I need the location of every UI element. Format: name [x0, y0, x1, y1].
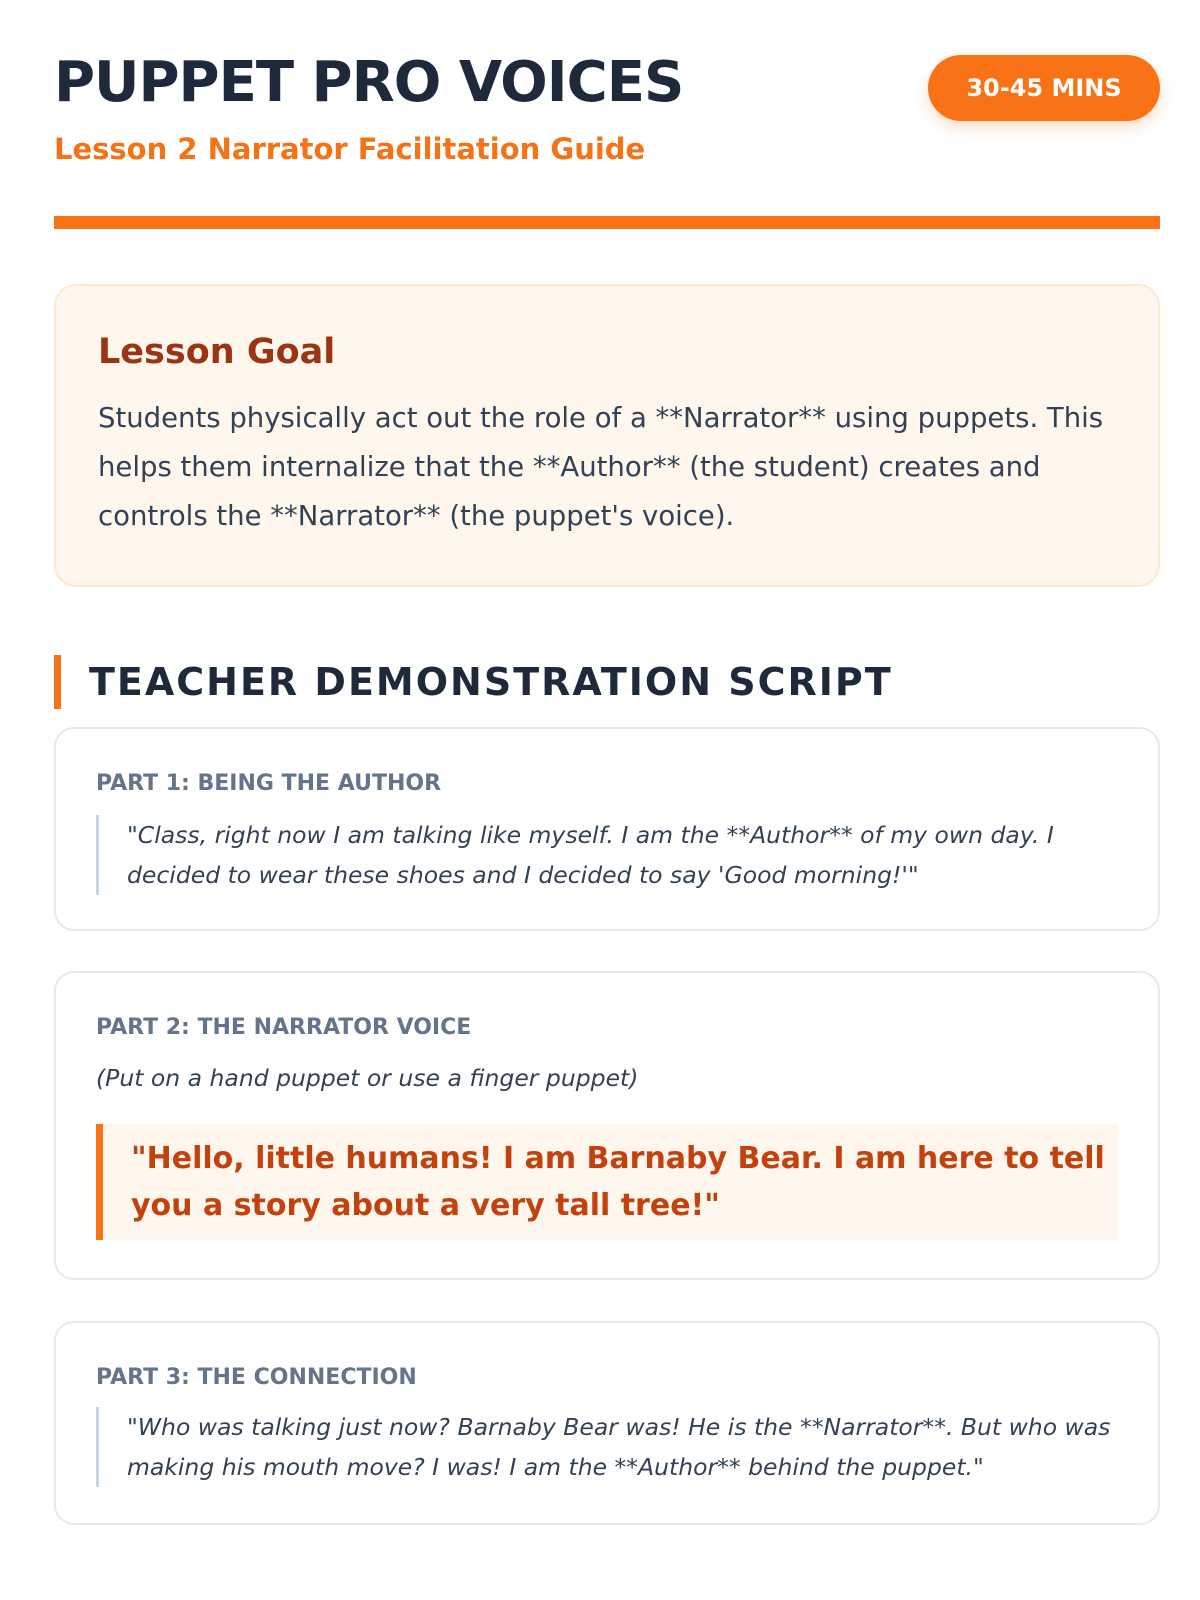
script-part-card-3	[54, 1321, 1160, 1525]
script-part-label: PART 2: THE NARRATOR VOICE	[96, 1015, 472, 1040]
script-part-label: PART 1: BEING THE AUTHOR	[96, 771, 442, 796]
page-header	[54, 0, 1160, 230]
script-section-heading	[54, 655, 893, 709]
stage-direction: (Put on a hand puppet or use a finger puppet)	[96, 1064, 639, 1092]
page-subtitle: Lesson 2 Narrator Facilitation Guide	[54, 132, 646, 166]
lesson-goal-box	[54, 284, 1160, 587]
script-part-label: PART 3: THE CONNECTION	[96, 1365, 417, 1390]
teacher-quote: "Class, right now I am talking like myself. I am the **Author** of my own day. I decided to wear these shoes and I decided to say 'Good morning!'"	[96, 815, 1118, 895]
page-title: PUPPET PRO VOICES	[54, 50, 684, 115]
puppet-voice-line: "Hello, little humans! I am Barnaby Bear. I am here to tell you a story about a very tall tree!"	[96, 1124, 1118, 1240]
facilitation-guide-page	[54, 0, 1160, 1481]
script-part-card-1	[54, 727, 1160, 931]
teacher-quote: "Who was talking just now? Barnaby Bear was! He is the **Narrator**. But who was making his mouth move? I was! I am the **Author** behind the puppet."	[96, 1407, 1118, 1487]
section-accent-bar	[54, 655, 61, 709]
lesson-goal-heading: Lesson Goal	[98, 332, 336, 372]
lesson-goal-text: Students physically act out the role of a **Narrator** using puppets. This helps them internalize that the **Author** (the student) creates and controls the **Narrator** (the puppet's voice).	[98, 402, 1104, 532]
script-part-card-2	[54, 971, 1160, 1280]
header-divider	[54, 216, 1160, 229]
duration-badge: 30-45 MINS	[928, 55, 1160, 121]
script-section-title: TEACHER DEMONSTRATION SCRIPT	[89, 660, 893, 704]
